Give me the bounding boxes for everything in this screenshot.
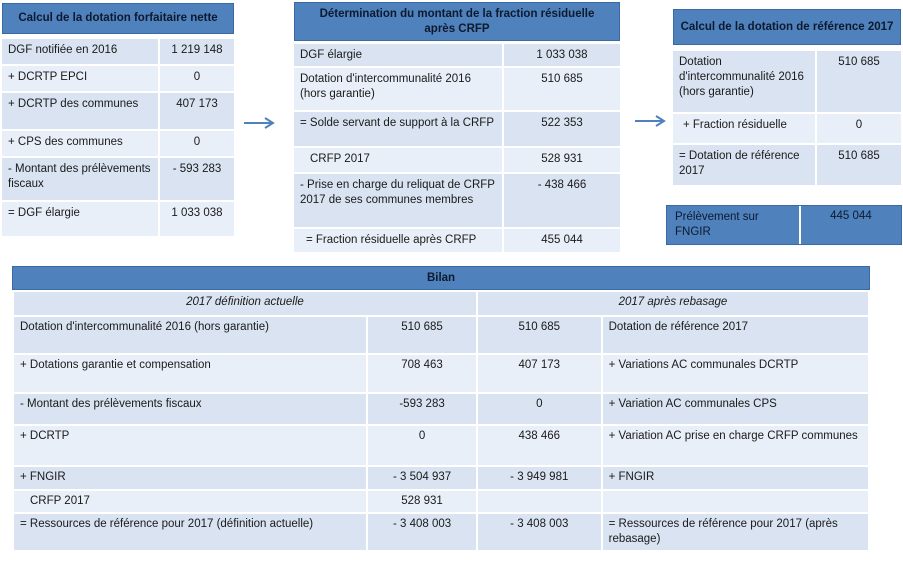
bilan-value-rebased: 510 685 [477, 316, 602, 354]
bilan-value-current: 708 463 [367, 354, 477, 393]
bilan-left-label: + FNGIR [13, 466, 367, 490]
box3-row [673, 145, 901, 187]
bilan-value-current: 0 [367, 425, 477, 466]
bilan-left-label: Dotation d'intercommunalité 2016 (hors garantie) [13, 316, 367, 354]
bilan-left-label: = Ressources de référence pour 2017 (définition actuelle) [13, 513, 367, 551]
arrow-right-icon [243, 116, 279, 130]
bilan-value-rebased: 407 173 [477, 354, 602, 393]
bilan-row [13, 513, 869, 551]
row-value: 510 685 [504, 68, 620, 110]
bilan-title: Bilan [12, 266, 870, 290]
row-value: - 593 283 [160, 158, 234, 200]
row-label: = DGF élargie [2, 202, 160, 236]
bilan-left-header: 2017 définition actuelle [13, 291, 477, 316]
row-label: = Solde servant de support à la CRFP [294, 112, 504, 146]
row-label: DGF notifiée en 2016 [2, 39, 160, 64]
bilan-right-label: + Variations AC communales DCRTP [602, 354, 869, 393]
box1-row [2, 39, 234, 66]
bilan-row [13, 393, 869, 425]
row-label: + Fraction résiduelle [673, 114, 817, 143]
bilan-value-rebased: 0 [477, 393, 602, 425]
bilan-row [13, 316, 869, 354]
box1-row [2, 66, 234, 93]
bilan-value-current: - 3 408 003 [367, 513, 477, 551]
row-value: 0 [160, 131, 234, 156]
bilan-value-current: 510 685 [367, 316, 477, 354]
bilan-right-label [602, 490, 869, 513]
bilan-right-label: + FNGIR [602, 466, 869, 490]
bilan-value-current: - 3 504 937 [367, 466, 477, 490]
bilan-right-label: Dotation de référence 2017 [602, 316, 869, 354]
row-value: 0 [817, 114, 901, 143]
bilan-left-label: - Montant des prélèvements fiscaux [13, 393, 367, 425]
box2-row [294, 148, 620, 174]
bilan-value-current: 528 931 [367, 490, 477, 513]
box-dotation-reference [673, 9, 901, 187]
box3-row [673, 114, 901, 145]
bilan-row [13, 425, 869, 466]
box2-row [294, 174, 620, 229]
row-label: Dotation d'intercommunalité 2016 (hors garantie) [294, 68, 504, 110]
bilan-value-rebased: - 3 949 981 [477, 466, 602, 490]
box-fraction-residuelle [294, 2, 620, 254]
box3-title: Calcul de la dotation de référence 2017 [673, 9, 901, 45]
bilan-value-rebased: 438 466 [477, 425, 602, 466]
box2-row [294, 68, 620, 112]
bilan-table [12, 266, 870, 552]
row-label: Dotation d'intercommunalité 2016 (hors garantie) [673, 51, 817, 112]
box2-title: Détermination du montant de la fraction résiduelle après CRFP [294, 2, 620, 41]
row-label: CRFP 2017 [294, 148, 504, 172]
row-label: + CPS des communes [2, 131, 160, 156]
box1-title: Calcul de la dotation forfaitaire nette [2, 3, 234, 34]
row-value: - 438 466 [504, 174, 620, 227]
bilan-row [13, 466, 869, 490]
row-value: 510 685 [817, 145, 901, 185]
bilan-right-label: = Ressources de référence pour 2017 (après rebasage) [602, 513, 869, 551]
fngir-value: 445 044 [801, 206, 901, 244]
bilan-row [13, 490, 869, 513]
arrow-right-icon [634, 114, 670, 128]
bilan-right-header: 2017 après rebasage [477, 291, 869, 316]
box2-row [294, 112, 620, 148]
row-value: 522 353 [504, 112, 620, 146]
bilan-value-rebased [477, 490, 602, 513]
row-label: - Montant des prélèvements fiscaux [2, 158, 160, 200]
bilan-left-label: + DCRTP [13, 425, 367, 466]
bilan-value-current: -593 283 [367, 393, 477, 425]
row-label: = Fraction résiduelle après CRFP [294, 229, 504, 252]
row-label: + DCRTP des communes [2, 93, 160, 129]
row-label: + DCRTP EPCI [2, 66, 160, 91]
row-value: 0 [160, 66, 234, 91]
row-value: 510 685 [817, 51, 901, 112]
bilan-left-label: CRFP 2017 [13, 490, 367, 513]
row-value: 528 931 [504, 148, 620, 172]
row-value: 1 219 148 [160, 39, 234, 64]
bilan-value-rebased: - 3 408 003 [477, 513, 602, 551]
bilan-right-label: + Variation AC communales CPS [602, 393, 869, 425]
row-value: 1 033 038 [504, 44, 620, 66]
bilan-left-label: + Dotations garantie et compensation [13, 354, 367, 393]
bilan-row [13, 354, 869, 393]
bilan-subheader-row [13, 291, 869, 316]
row-label: DGF élargie [294, 44, 504, 66]
row-value: 455 044 [504, 229, 620, 252]
box1-row [2, 202, 234, 238]
row-label: - Prise en charge du reliquat de CRFP 2017 de ses communes membres [294, 174, 504, 227]
box3-row [673, 51, 901, 114]
box1-row [2, 93, 234, 131]
box1-row [2, 131, 234, 158]
bilan-right-label: + Variation AC prise en charge CRFP communes [602, 425, 869, 466]
row-value: 1 033 038 [160, 202, 234, 236]
box2-row [294, 229, 620, 254]
row-value: 407 173 [160, 93, 234, 129]
row-label: = Dotation de référence 2017 [673, 145, 817, 185]
fngir-label: Prélèvement sur FNGIR [667, 206, 801, 244]
box-prelevement-fngir [666, 205, 902, 245]
box-dotation-forfaitaire [2, 3, 234, 238]
box2-row [294, 44, 620, 68]
box1-row [2, 158, 234, 202]
